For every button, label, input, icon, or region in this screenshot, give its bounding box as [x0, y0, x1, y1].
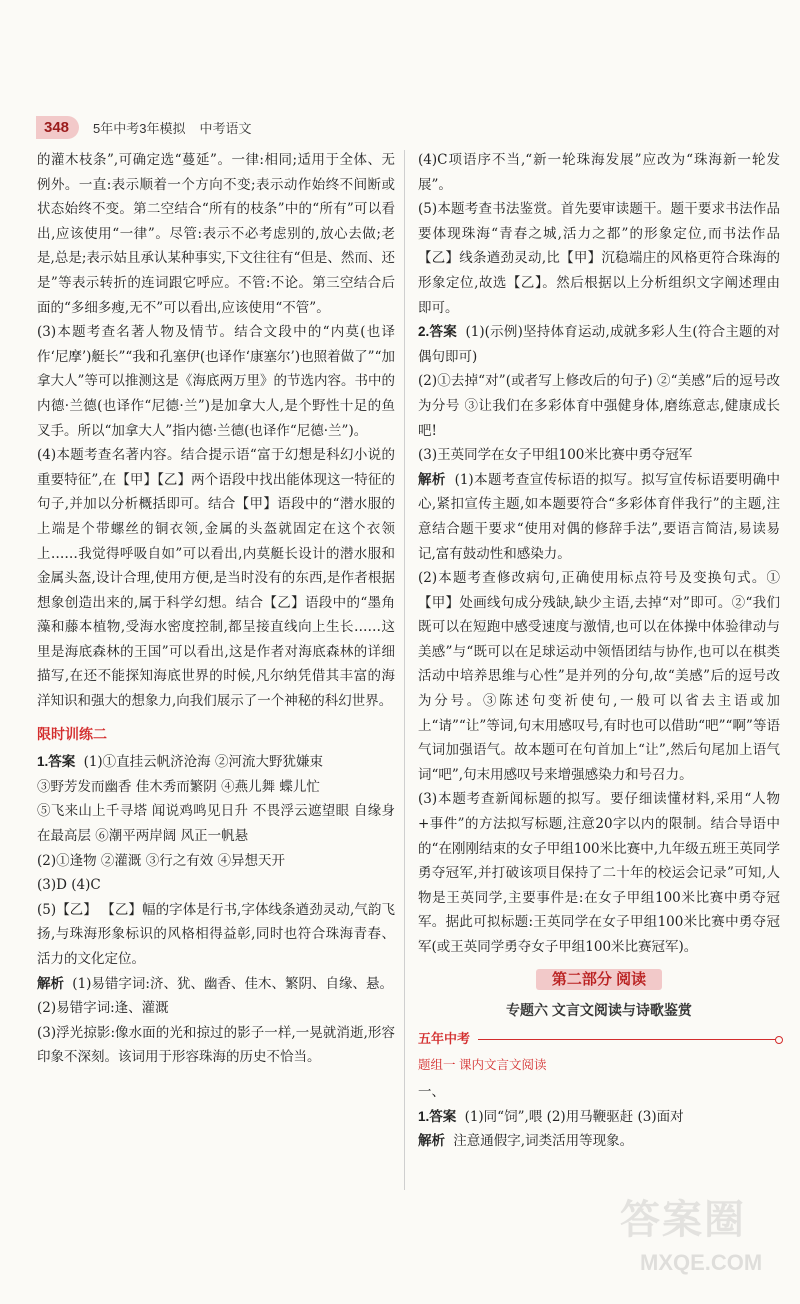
book-title: 5年中考3年模拟: [93, 120, 186, 136]
five-year-label: 五年中考: [418, 1030, 471, 1046]
analysis-line: (2)易错字词:逢、灌溉: [37, 1000, 169, 1017]
page-number: 348: [36, 116, 79, 139]
right-column: [418, 148, 780, 1154]
analysis-tag: 解析: [37, 975, 64, 991]
answer-line: (3)D (4)C: [37, 877, 101, 894]
answer-line: (2)①逢物 ②灌溉 ③行之有效 ④异想天开: [37, 852, 285, 869]
paragraph: (4)C项语序不当,“新一轮珠海发展”应改为“珠海新一轮发展”。: [418, 152, 780, 193]
part-title: 第二部分 阅读: [418, 968, 780, 993]
answer-line: ⑤飞来山上千寻塔 闻说鸡鸣见日升 不畏浮云遮望眼 自缘身在最高层 ⑥潮平两岸阔 风正一帆悬: [37, 803, 395, 845]
analysis-tag: 解析: [418, 1133, 445, 1149]
watermark-logo: 答案圈: [620, 1198, 746, 1242]
answer-tag: 答案: [48, 754, 76, 770]
decorative-rule: [478, 1039, 780, 1040]
answer-line: (1)(示例)坚持体育运动,成就多彩人生(符合主题的对偶句即可): [418, 324, 781, 365]
question-answer: [418, 1105, 780, 1130]
topic-title: 专题六 文言文阅读与诗歌鉴赏: [506, 1002, 692, 1019]
left-column: [37, 148, 395, 1070]
section-marker: 一、: [418, 1083, 445, 1100]
question-answer: [37, 750, 395, 775]
paragraph: (5)本题考查书法鉴赏。首先要审读题干。题干要求书法作品要体现珠海“青春之城,活力之都”的形象定位,而书法作品【乙】线条遒劲灵动,比【甲】沉稳端庄的风格更符合珠海的形象定位,故选【乙】。然后根据以上分析组织文字阐述理由即可。: [418, 201, 780, 316]
analysis-line: (1)本题考查宣传标语的拟写。拟写宣传标语要明确中心,紧扣宣传主题,如本题要符合“多彩体育伴我行”的主题,注意结合题干要求“使用对偶的修辞手法”,要语言简洁,易读易记,富有鼓动性和感染力。: [418, 471, 781, 562]
analysis: [418, 468, 780, 566]
answer-tag: 答案: [429, 324, 457, 340]
answer-tag: 答案: [429, 1108, 457, 1124]
sub-topic: 题组一 课内文言文阅读: [418, 1058, 547, 1073]
question-number: 1.: [418, 1108, 430, 1124]
analysis-text: 注意通假字,词类活用等现象。: [453, 1133, 634, 1150]
analysis-line: (3)本题考查新闻标题的拟写。要仔细读懂材料,采用“人物+事件”的方法拟写标题,注意20字以内的限制。结合导语中的“在刚刚结束的女子甲组100米比赛中,九年级五班王英同学勇夺冠军,并打破该项目保持了二十年的校运会记录”可知,人物是王英同学,主要事件是:在女子甲组100米比赛中勇夺冠军。据此可拟标题:王英同学在女子甲组100米比赛中勇夺冠军(或王英同学勇夺女子甲组100米比赛冠军)。: [418, 791, 780, 955]
book-subject: 中考语文: [199, 120, 252, 136]
watermark-url: MXQE.COM: [640, 1250, 763, 1275]
answer-line: (1)①直挂云帆济沧海 ②河流大野犹嫌束: [83, 754, 323, 771]
analysis-line: (2)本题考查修改病句,正确使用标点符号及变换句式。①【甲】处画线句成分残缺,缺少主语,去掉“对”即可。②“我们既可以在短跑中感受速度与激情,也可以在体操中体验律动与美感”与“既可以在足球运动中领悟团结与协作,也可以在棋类活动中培养思维与心性”是并列的分句,故“美感”后的逗号改为分号。③陈述句变祈使句,一般可以省去主语或加上“请”“让”等词,句末用感叹号,有时也可以借助“吧”“啊”等语气词加强语气。故本题可在句首加上“让”,然后句尾加上语气词“吧”,句末用感叹号来增强感染力和号召力。: [418, 570, 780, 783]
analysis-tag: 解析: [418, 471, 446, 487]
answer-line: (5)【乙】 【乙】幅的字体是行书,字体线条遒劲灵动,气韵飞扬,与珠海形象标识的风格相得益彰,同时也符合珠海青春、活力的文化定位。: [37, 901, 395, 967]
question-number: 2.: [418, 324, 430, 340]
paragraph: (3)本题考查名著人物及情节。结合文段中的“内莫(也译作‘尼摩’)艇长”“我和孔塞伊(也译作‘康塞尔’)也照着做了”“加拿大人”等可以推测这是《海底两万里》的节选内容。书中的内德·兰德(也译作“尼德·兰”)是加拿大人,是个野性十足的鱼叉手。所以“加拿大人”指内德·兰德(也译作“尼德·兰”)。: [37, 324, 395, 439]
answer-text: (1)同“饲”,喂 (2)用马鞭驱赶 (3)面对: [464, 1108, 684, 1125]
analysis: [37, 972, 395, 997]
page-header: [36, 112, 252, 142]
answer-line: (3)王英同学在女子甲组100米比赛中勇夺冠军: [418, 447, 693, 464]
answer-line: ③野芳发而幽香 佳木秀而繁阴 ④燕儿舞 蝶儿忙: [37, 778, 320, 795]
paragraph: 的灌木枝条”,可确定选“蔓延”。一律:相同;适用于全体、无例外。一直:表示顺着一个方向不变;表示动作始终不间断或状态始终不变。第二空结合“所有的枝条”中的“所有”可以看出,应该使用“一律”。尽管:表示不必考虑别的,放心去做;老是,总是;表示姑且承认某种事实,下文往往有“但是、然而、还是”等表示转折的连词跟它呼应。不管:不论。第三空结合后面的“多细多瘦,无不”可以看出,应该使用“不管”。: [37, 152, 395, 316]
paragraph: (4)本题考查名著内容。结合提示语“富于幻想是科幻小说的重要特征”,在【甲】【乙】两个语段中找出能体现这一特征的句子,并加以分析概括即可。结合【甲】语段中的“潜水服的上端是个带螺丝的铜衣领,金属的头盔就固定在这个衣领上……我觉得呼吸自如”可以看出,内莫艇长设计的潜水服和金属头盔,设计合理,使用方便,是当时没有的东西,是作者根据想象创造出来的,属于科学幻想。结合【乙】语段中的“墨角藻和藤本植物,受海水密度控制,都呈接直线向上生长……这里是海底森林的王国”可以看出,这是作者对海底森林的详细描写,在还不能探知海底世界的时候,凡尔纳凭借其丰富的海洋知识和强大的想象力,向我们展示了一个神秘的科幻世界。: [37, 447, 395, 710]
answer-line: (2)①去掉“对”(或者写上修改后的句子) ②“美感”后的逗号改为分号 ③让我们在多彩体育中强健身体,磨练意志,健康成长吧!: [418, 373, 780, 439]
question-answer: [418, 320, 780, 369]
five-year-bar: [418, 1027, 780, 1052]
analysis-line: (3)浮光掠影:像水面的光和掠过的影子一样,一晃就消逝,形容印象不深刻。该词用于形容珠海的历史不恰当。: [37, 1024, 395, 1066]
analysis-line: (1)易错字词:济、犹、幽香、佳木、繁阴、自缘、悬。: [72, 975, 393, 992]
column-divider: [404, 150, 405, 1190]
training-heading: 限时训练二: [37, 725, 107, 742]
analysis: [418, 1129, 780, 1154]
question-number: 1.: [37, 754, 49, 770]
